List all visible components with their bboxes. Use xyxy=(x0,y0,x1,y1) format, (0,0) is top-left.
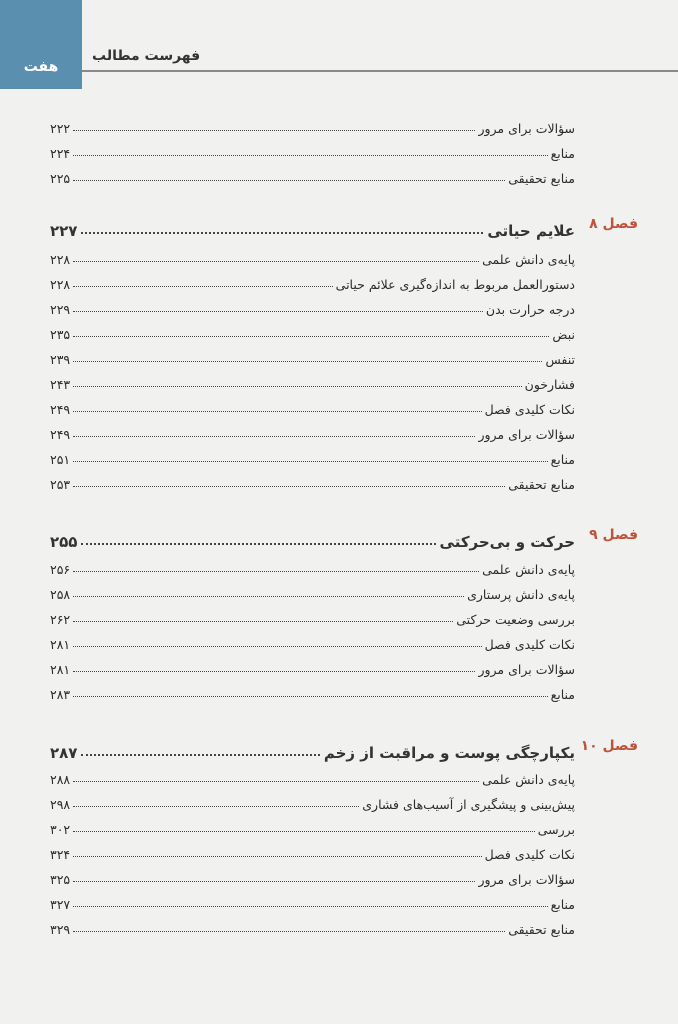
toc-entry-label: پایه‌ی دانش علمی xyxy=(482,562,575,577)
header-page-tab xyxy=(0,0,82,89)
toc-entry xyxy=(50,605,575,627)
chapter-heading xyxy=(50,736,575,762)
dot-leader xyxy=(73,646,481,647)
toc-entry xyxy=(50,395,575,417)
chapter-label: فصل ۸ xyxy=(589,216,638,232)
toc-entry xyxy=(50,790,575,812)
toc-entry-label: پایه‌ی دانش علمی xyxy=(482,252,575,267)
chapter-page: ۲۵۵ xyxy=(50,533,78,551)
dot-leader xyxy=(73,436,475,437)
dot-leader xyxy=(73,831,535,832)
toc-entry-label: سؤالات برای مرور xyxy=(478,872,575,887)
toc-entry-page: ۳۲۷ xyxy=(50,897,71,912)
toc-entry xyxy=(50,840,575,862)
toc-entry-page: ۲۲۲ xyxy=(50,121,71,136)
dot-leader xyxy=(73,461,547,462)
dot-leader xyxy=(73,311,483,312)
dot-leader xyxy=(73,411,481,412)
dot-leader xyxy=(73,386,522,387)
toc-entry xyxy=(50,890,575,912)
toc-entry-label: پیش‌بینی و پیشگیری از آسیب‌های فشاری xyxy=(362,797,575,812)
toc-entry-label: نکات کلیدی فصل xyxy=(484,637,575,652)
toc-entry xyxy=(50,765,575,787)
toc-entry-label: منابع xyxy=(550,452,575,467)
toc-entry xyxy=(50,345,575,367)
dot-leader xyxy=(73,286,333,287)
dot-leader xyxy=(73,906,547,907)
toc-entry xyxy=(50,370,575,392)
toc-entry xyxy=(50,680,575,702)
toc-entry xyxy=(50,420,575,442)
toc-entry-page: ۳۲۹ xyxy=(50,922,71,937)
dot-leader xyxy=(81,754,319,756)
toc-entry-page: ۲۲۹ xyxy=(50,302,71,317)
toc-entry xyxy=(50,114,575,136)
dot-leader xyxy=(73,155,547,156)
toc-entry-page: ۳۰۲ xyxy=(50,822,71,837)
dot-leader xyxy=(73,781,479,782)
chapter-heading xyxy=(50,214,575,240)
toc-entry xyxy=(50,320,575,342)
toc-entry-label: سؤالات برای مرور xyxy=(478,427,575,442)
header-divider xyxy=(82,70,678,72)
toc-entry xyxy=(50,270,575,292)
chapter-label: فصل ۹ xyxy=(589,527,638,543)
dot-leader xyxy=(73,621,453,622)
toc-entry-page: ۲۳۵ xyxy=(50,327,71,342)
toc-entry-page: ۲۲۸ xyxy=(50,252,71,267)
toc-entry xyxy=(50,865,575,887)
toc-entry-page: ۲۵۸ xyxy=(50,587,71,602)
toc-entry-label: منابع تحقیقی xyxy=(508,171,575,186)
toc-entry-label: نکات کلیدی فصل xyxy=(484,847,575,862)
toc-entry-label: سؤالات برای مرور xyxy=(478,121,575,136)
toc-entry-page: ۲۲۵ xyxy=(50,171,71,186)
dot-leader xyxy=(73,261,479,262)
toc-entry xyxy=(50,470,575,492)
toc-entry-label: بررسی وضعیت حرکتی xyxy=(456,612,575,627)
chapter-page: ۲۲۷ xyxy=(50,222,78,240)
dot-leader xyxy=(73,180,505,181)
toc-entry-label: منابع xyxy=(550,146,575,161)
toc-entry-label: فشارخون xyxy=(524,377,575,392)
toc-entry-page: ۲۸۱ xyxy=(50,662,71,677)
toc-entry-page: ۲۸۸ xyxy=(50,772,71,787)
toc-entry xyxy=(50,164,575,186)
toc-entry xyxy=(50,245,575,267)
dot-leader xyxy=(73,931,505,932)
toc-entry xyxy=(50,555,575,577)
dot-leader xyxy=(73,130,475,131)
toc-entry-page: ۲۲۸ xyxy=(50,277,71,292)
toc-entry-label: پایه‌ی دانش علمی xyxy=(482,772,575,787)
toc-entry-label: بررسی xyxy=(537,822,575,837)
chapter-title: علایم حیاتی xyxy=(487,222,575,240)
toc-entry-page: ۲۴۹ xyxy=(50,427,71,442)
toc-entry-label: منابع xyxy=(550,687,575,702)
toc-entry xyxy=(50,295,575,317)
toc-entry-label: سؤالات برای مرور xyxy=(478,662,575,677)
toc-entry-label: نکات کلیدی فصل xyxy=(484,402,575,417)
dot-leader xyxy=(73,696,547,697)
toc-entry-label: تنفس xyxy=(545,352,575,367)
toc-entry-page: ۲۳۹ xyxy=(50,352,71,367)
toc-entry-label: نبض xyxy=(552,327,575,342)
dot-leader xyxy=(81,543,435,545)
toc-entry-page: ۲۸۳ xyxy=(50,687,71,702)
chapter-title: حرکت و بی‌حرکتی xyxy=(439,533,575,551)
toc-entry-page: ۲۹۸ xyxy=(50,797,71,812)
toc-entry-page: ۳۲۴ xyxy=(50,847,71,862)
header-page-label: هفت xyxy=(23,59,59,75)
page-title: فهرست مطالب xyxy=(92,48,201,64)
toc-entry xyxy=(50,815,575,837)
toc-entry-page: ۲۸۱ xyxy=(50,637,71,652)
toc-entry-page: ۲۶۲ xyxy=(50,612,71,627)
dot-leader xyxy=(73,671,475,672)
chapter-page: ۲۸۷ xyxy=(50,744,78,762)
toc-entry-label: منابع تحقیقی xyxy=(508,477,575,492)
toc-entry-page: ۲۲۴ xyxy=(50,146,71,161)
toc-entry xyxy=(50,655,575,677)
toc-entry-label: دستورالعمل مربوط به اندازه‌گیری علائم حیاتی xyxy=(335,277,575,292)
dot-leader xyxy=(73,571,479,572)
toc-entry-label: منابع تحقیقی xyxy=(508,922,575,937)
toc-entry-page: ۲۵۳ xyxy=(50,477,71,492)
dot-leader xyxy=(81,232,483,234)
toc-entry xyxy=(50,580,575,602)
toc-entry-label: درجه حرارت بدن xyxy=(485,302,575,317)
toc-entry-label: منابع xyxy=(550,897,575,912)
toc-entry-label: پایه‌ی دانش پرستاری xyxy=(467,587,575,602)
dot-leader xyxy=(73,881,475,882)
toc-entry xyxy=(50,139,575,161)
dot-leader xyxy=(73,856,481,857)
toc-entry xyxy=(50,915,575,937)
toc-entry-page: ۲۵۱ xyxy=(50,452,71,467)
dot-leader xyxy=(73,596,464,597)
chapter-label: فصل ۱۰ xyxy=(580,738,638,754)
toc-entry-page: ۲۴۳ xyxy=(50,377,71,392)
chapter-heading xyxy=(50,525,575,551)
dot-leader xyxy=(73,361,542,362)
dot-leader xyxy=(73,486,505,487)
toc-entry-page: ۳۲۵ xyxy=(50,872,71,887)
toc-entry xyxy=(50,445,575,467)
chapter-title: یکپارچگی پوست و مراقبت از زخم xyxy=(323,744,575,762)
toc-entry-page: ۲۵۶ xyxy=(50,562,71,577)
dot-leader xyxy=(73,806,359,807)
toc-entry xyxy=(50,630,575,652)
dot-leader xyxy=(73,336,549,337)
toc-entry-page: ۲۴۹ xyxy=(50,402,71,417)
